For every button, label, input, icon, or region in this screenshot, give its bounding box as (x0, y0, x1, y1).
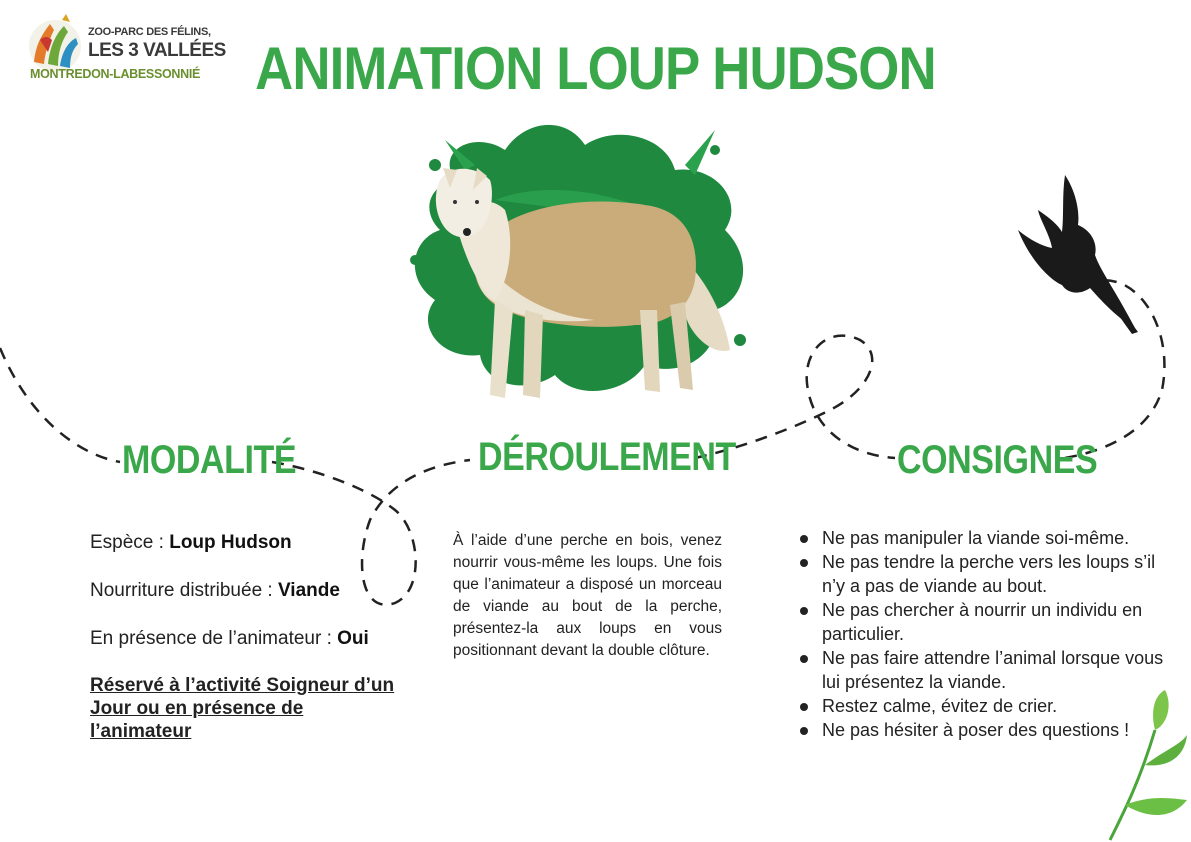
bullet-icon (800, 559, 808, 567)
presence-row (90, 626, 400, 652)
consignes-content (800, 526, 1170, 742)
espece-row (90, 530, 400, 556)
section-title-modalite: MODALITÉ (122, 438, 297, 482)
consigne-item (800, 526, 1170, 550)
logo-line1: ZOO-PARC DES FÉLINS, (88, 26, 211, 38)
bullet-icon (800, 727, 808, 735)
consigne-item (800, 718, 1170, 742)
presence-value: Oui (337, 628, 369, 649)
bullet-icon (800, 655, 808, 663)
section-title-consignes: CONSIGNES (897, 438, 1098, 482)
logo-line2: LES 3 VALLÉES (88, 40, 226, 61)
consigne-text: Ne pas tendre la perche vers les loups s’il n’y a pas de viande au bout. (822, 552, 1156, 596)
page-title: ANIMATION LOUP HUDSON (255, 35, 936, 102)
wolf-illustration (395, 110, 755, 410)
modalite-content (90, 530, 400, 743)
nourriture-row (90, 578, 400, 604)
bird-silhouette-icon (1010, 170, 1150, 340)
espece-label: Espèce : (90, 532, 170, 553)
reserve-note: Réservé à l’activité Soigneur d’un Jour ou en présence de l’animateur (90, 675, 395, 742)
consigne-text: Ne pas chercher à nourrir un individu en particulier. (822, 600, 1143, 644)
nourriture-value: Viande (277, 580, 340, 601)
deroulement-text: À l’aide d’une perche en bois, venez nourrir vous-même les loups. Une fois que l’animateur a disposé un morceau de viande au bout de la perche, présentez-la aux loups en vous positionnant devant la double clôture. (453, 532, 722, 659)
consigne-text: Ne pas hésiter à poser des questions ! (822, 720, 1130, 740)
consigne-text: Restez calme, évitez de crier. (822, 696, 1058, 716)
nourriture-label: Nourriture distribuée : (90, 580, 278, 601)
consigne-text: Ne pas faire attendre l’animal lorsque vous lui présentez la viande. (822, 648, 1164, 692)
bullet-icon (800, 607, 808, 615)
consigne-item (800, 646, 1170, 694)
logo-line3: MONTREDON-LABESSONNIÉ (30, 67, 201, 81)
consignes-list (800, 526, 1170, 742)
section-title-deroulement: DÉROULEMENT (478, 435, 736, 479)
consigne-item (800, 694, 1170, 718)
espece-value: Loup Hudson (169, 532, 292, 553)
consigne-item (800, 550, 1170, 598)
consigne-text: Ne pas manipuler la viande soi-même. (822, 528, 1130, 548)
consigne-item (800, 598, 1170, 646)
presence-label: En présence de l’animateur : (90, 628, 338, 649)
bullet-icon (800, 703, 808, 711)
bullet-icon (800, 535, 808, 543)
